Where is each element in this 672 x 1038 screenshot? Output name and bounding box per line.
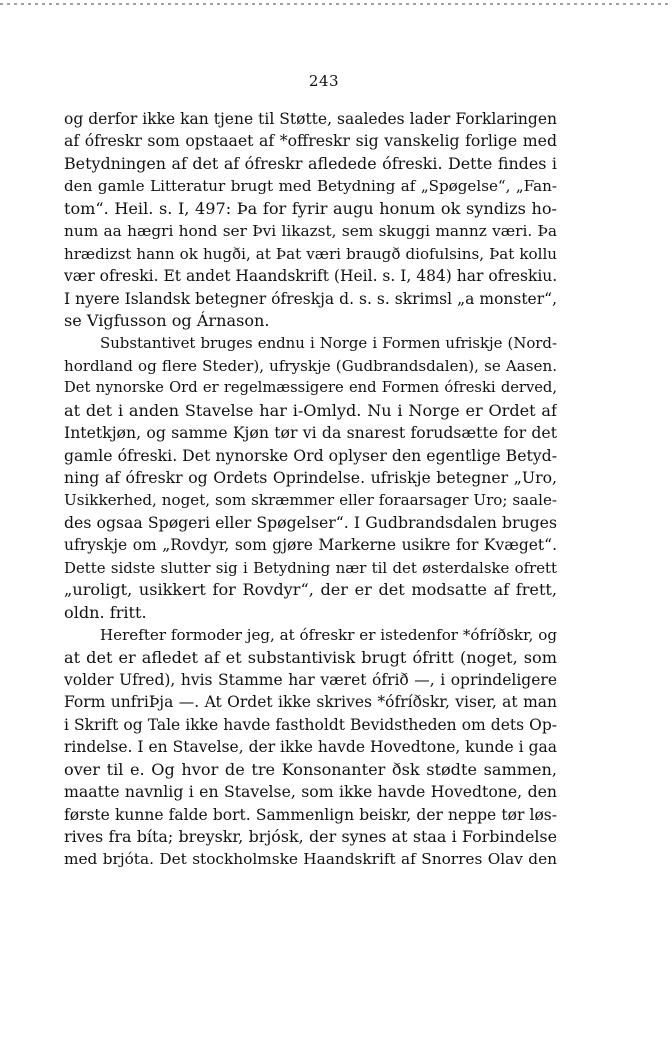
text-line: se Vigfusson og Árnason. [64,310,270,330]
text-line: des ogsaa Spøgeri eller Spøgelser“. I Gudbrandsdalen bruges [64,512,557,532]
text-line: af ófreskr som opstaaet af *offreskr sig vanskelig forlige med [64,131,557,151]
text-line: Dette sidste slutter sig i Betydning nær til det østerdalske ofrett [64,558,557,577]
text-line: oldn. fritt. [64,602,147,622]
text-line: hordland og flere Steder), ufryskje (Gudbrandsdalen), se Aasen. [64,356,557,375]
text-line: hrædizst hann ok hugði, at Þat væri braugð diofulsins, Þat kollu [64,244,557,263]
text-line: num aa hægri hond ser Þvi likazst, sem skuggi mannz væri. Þa [64,222,557,241]
text-line: Usikkerhed, noget, som skræmmer eller foraarsager Uro; saale- [64,491,557,510]
text-line: den gamle Litteratur brugt med Betydning af „Spøgelse“, „Fan- [64,177,557,196]
text-line: at det i anden Stavelse har i-Omlyd. Nu i Norge er Ordet af [64,400,557,420]
text-line: og derfor ikke kan tjene til Støtte, saaledes lader Forklaringen [64,110,557,128]
text-line: tom“. Heil. s. I, 497: Þa for fyrir augu honum ok syndizs ho- [64,198,557,218]
text-line: Betydningen af det af ófreskr afledede ófreski. Dette findes i [64,153,557,173]
page-number: 243 [308,72,340,90]
text-line: ufryskje om „Rovdyr, som gjøre Markerne usikre for Kvæget“. [64,536,557,555]
text-line: over til e. Og hvor de tre Konsonanter ðsk stødte sammen, [64,759,557,779]
text-line: gamle ófreski. Det nynorske Ord oplyser den egentlige Betyd- [64,445,557,465]
text-line: volder Ufred), hvis Stamme har været ófrið —, i oprindeligere [64,670,557,689]
body-text [64,108,557,871]
text-line: maatte navnlig i en Stavelse, som ikke havde Hovedtone, den [64,782,557,802]
text-line: første kunne falde bort. Sammenlign beiskr, der neppe tør løs- [64,805,557,824]
text-line: „uroligt, usikkert for Rovdyr“, der er det modsatte af frett, [64,580,557,600]
text-line: vær ofreski. Et andet Haandskrift (Heil. s. I, 484) har ofreskiu. [64,267,557,286]
scan-edge-rule [0,3,672,5]
text-line: Substantivet bruges endnu i Norge i Formen ufriskje (Nord- [100,334,557,353]
text-line: rindelse. I en Stavelse, der ikke havde Hovedtone, kunde i gaa [64,738,557,757]
text-line: i Skrift og Tale ikke havde fastholdt Bevidstheden om dets Op- [64,715,557,734]
text-line: at det er afledet af et substantivisk brugt ófritt (noget, som [64,647,557,667]
text-line: med brjóta. Det stockholmske Haandskrift af Snorres Olav den [64,850,557,869]
text-line: Form unfriÞja —. At Ordet ikke skrives *ófríðskr, viser, at man [64,693,557,712]
text-line: rives fra bíta; breyskr, brjósk, der synes at staa i Forbindelse [64,827,557,846]
text-line: Intetkjøn, og samme Kjøn tør vi da snarest forudsætte for det [64,423,557,443]
text-line: ning af ófreskr og Ordets Oprindelse. ufriskje betegner „Uro, [64,468,557,487]
text-line: Det nynorske Ord er regelmæssigere end Formen ófreski derved, [64,379,557,397]
text-line: I nyere Islandsk betegner ófreskja d. s. s. skrimsl „a monster“, [64,289,557,308]
text-line: Herefter formoder jeg, at ófreskr er istedenfor *ófríðskr, og [100,626,557,645]
